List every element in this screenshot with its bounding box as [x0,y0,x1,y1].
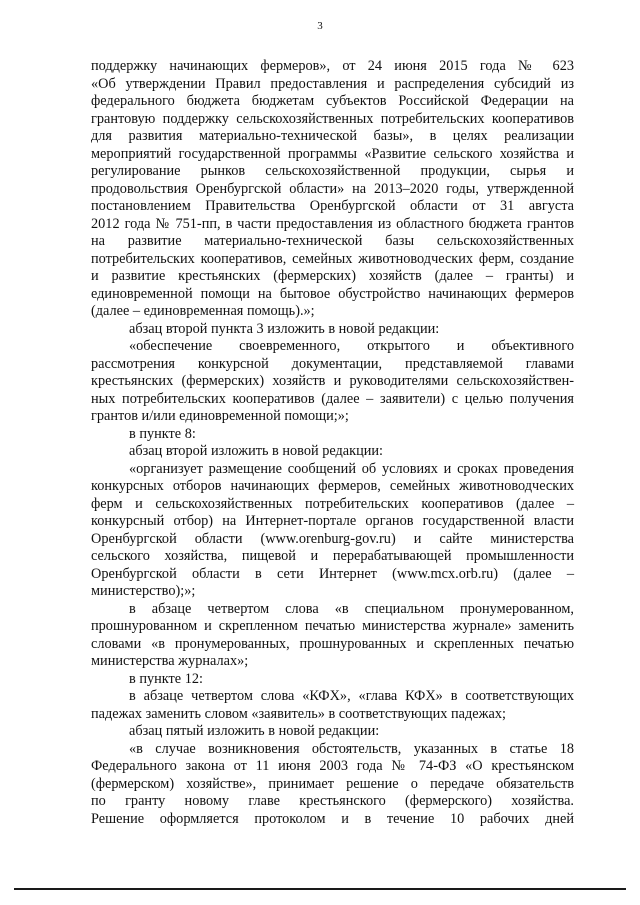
text-line: абзац второй пункта 3 изложить в новой редакции: [129,320,440,337]
text-line: для развития материально-технической базы», в целях реализации [91,128,574,144]
text-line: прошнурованном и скрепленном печатью министерства журнале» заменить [91,618,574,634]
text-line: «обеспечение своевременного, открытого и объективного [129,338,574,354]
text-line: и развитие крестьянских (фермерских) хозяйств (далее – гранты) и [91,268,574,284]
text-line: ных потребительских кооперативов (далее – заявители) с целью получения [91,390,574,407]
text-line: 2012 года № 751-пп, в части предоставления из областного бюджета грантов [91,215,574,232]
text-line: в пункте 12: [129,670,203,687]
text-line: Федерального закона от 11 июня 2003 года № 74-ФЗ «О крестьянском [91,758,574,774]
text-line: федерального бюджета бюджетам субъектов Российской Федерации на [91,93,574,109]
text-line: на развитие материально-технической базы сельскохозяйственных [91,233,574,249]
text-line: в абзаце четвертом слова «КФХ», «глава КФХ» в соответствующих [129,688,574,704]
text-line: по гранту новому главе крестьянского (фермерского) хозяйства. [91,793,574,809]
text-line: «Об утверждении Правил предоставления и распределения субсидий из [91,75,574,92]
text-line: поддержку начинающих фермеров», от 24 июня 2015 года № 623 [91,58,574,74]
text-line: «организует размещение сообщений об условиях и сроках проведения [129,460,574,477]
text-line: падежах заменить словом «заявитель» в соответствующих падежах; [91,705,506,722]
text-line: Решение оформляется протоколом и в течение 10 рабочих дней [91,810,574,827]
text-line: рассмотрения конкурсной документации, представляемой главами [91,355,574,372]
page-number: 3 [317,20,323,32]
text-line: (фермерском) хозяйстве», принимает решение о передаче обязательств [91,775,574,792]
text-line: «в случае возникновения обстоятельств, указанных в статье 18 [129,740,574,757]
text-line: постановлением Правительства Оренбургской области от 31 августа [91,198,574,214]
text-line: крестьянских (фермерских) хозяйств и руководителями сельскохозяйствен- [91,373,574,389]
text-line: грантовую поддержку сельскохозяйственных потребительских кооперативов [91,110,574,127]
text-line: потребительских кооперативов, семейных животноводческих ферм, создание [91,250,574,267]
text-line: конкурсных отборов начинающих фермеров, семейных животноводческих [91,478,574,494]
text-line: грантов и/или единовременной помощи;»; [91,408,349,424]
text-line: единовременной помощи на бытовое обустройство начинающих фермеров [91,285,574,302]
text-line: в абзаце четвертом слова «в специальном пронумерованном, [129,600,574,617]
document-body [91,58,574,828]
text-line: министерство);»; [91,583,196,599]
text-line: министерства журналах»; [91,653,249,669]
text-line: ферм и сельскохозяйственных потребительских кооперативов (далее – [91,495,574,512]
text-line: Оренбургской области (www.orenburg-gov.ru) и сайте министерства [91,530,574,547]
text-line: мероприятий государственной программы «Развитие сельского хозяйства и [91,145,574,162]
text-line: (далее – единовременная помощь).»; [91,303,315,319]
text-line: продовольствия Оренбургской области» на 2013–2020 годы, утвержденной [91,180,574,197]
text-line: конкурсный отбор) на Интернет-портале органов государственной власти [91,513,574,529]
text-line: абзац второй изложить в новой редакции: [129,443,384,459]
page-bottom-rule [14,888,626,890]
text-line: Оренбургской области в сети Интернет (www.mcx.orb.ru) (далее – [91,565,574,582]
text-line: сельского хозяйства, пищевой и перерабатывающей промышленности [91,548,574,564]
text-line: в пункте 8: [129,425,196,442]
text-line: словами «в пронумерованных, прошнурованных и скрепленных печатью [91,635,574,652]
text-line: регулирование рынков сельскохозяйственной продукции, сырья и [91,163,574,179]
text-line: абзац пятый изложить в новой редакции: [129,723,380,739]
